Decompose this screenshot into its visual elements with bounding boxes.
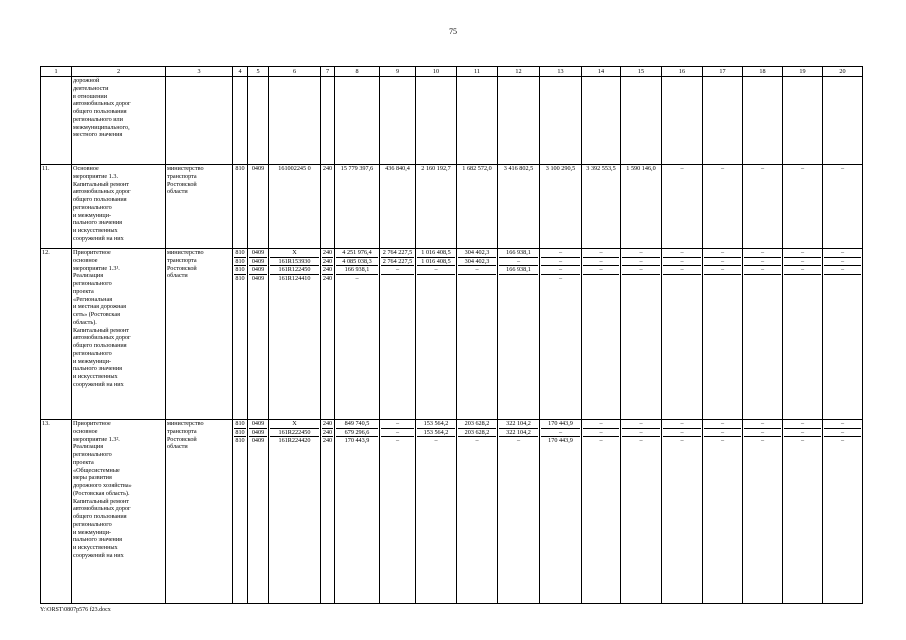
column-number: 10 [416, 67, 457, 77]
budget-table [40, 66, 863, 604]
value: 240 [322, 428, 333, 436]
value: 153 564,2 [417, 429, 455, 438]
value: – [381, 420, 414, 429]
value: – [458, 266, 496, 275]
value: 170 443,9 [548, 437, 573, 444]
value: 810 [235, 428, 245, 436]
value: 1 016 408,5 [417, 258, 455, 267]
value: – [720, 437, 725, 444]
value-cell [621, 420, 662, 604]
value: 240 [322, 274, 333, 282]
value: 0409 [249, 420, 267, 429]
value: – [622, 429, 660, 438]
value [499, 275, 538, 283]
value-cell [621, 77, 662, 165]
value [663, 275, 701, 283]
value: 161R224420 [278, 437, 311, 444]
value: 166 938,1 [336, 266, 378, 275]
value: 203 628,2 [458, 429, 496, 438]
value: 161R122450 [270, 266, 319, 275]
value-cell [457, 165, 498, 249]
value-cell [823, 249, 863, 420]
value: – [704, 429, 741, 438]
value: 849 740,5 [336, 420, 378, 429]
value: 170 443,9 [541, 420, 580, 429]
value: 3 100 290,5 [545, 165, 576, 172]
value-cell [621, 249, 662, 420]
column-number: 16 [662, 67, 703, 77]
value: 436 840,4 [385, 165, 410, 172]
value-cell [335, 420, 380, 604]
value-cell [321, 165, 335, 249]
value: 679 296,6 [336, 429, 378, 438]
value: 3 392 553,5 [586, 165, 616, 172]
value: – [840, 165, 845, 172]
page-number: 75 [449, 27, 457, 36]
value: 0409 [249, 258, 267, 267]
value: 2 764 227,5 [382, 257, 413, 265]
column-number: 19 [783, 67, 823, 77]
column-number: 5 [248, 67, 269, 77]
value-cell [540, 165, 582, 249]
value-cell [335, 77, 380, 165]
value: – [663, 258, 701, 267]
row-number: 11. [41, 165, 72, 249]
value-cell [233, 165, 248, 249]
value: – [784, 429, 821, 438]
value-cell [233, 249, 248, 420]
value: 810 [235, 274, 245, 282]
table-row [41, 77, 863, 165]
column-number: 15 [621, 67, 662, 77]
value: 304 402,3 [458, 258, 496, 267]
value: – [599, 437, 603, 444]
value: – [622, 420, 660, 429]
value: 1 590 146,0 [626, 165, 656, 172]
value: 240 [322, 165, 333, 172]
value: 810 [235, 257, 245, 265]
value: – [784, 249, 821, 258]
value-cell [269, 249, 321, 420]
value: – [475, 437, 479, 444]
value: 0409 [249, 429, 267, 438]
value: 153 564,2 [417, 420, 455, 429]
value: – [583, 420, 619, 429]
value-cell [457, 249, 498, 420]
value-cell [380, 77, 416, 165]
value-cell [582, 420, 621, 604]
value-cell [335, 249, 380, 420]
executor: министерство транспорта Ростовской области [166, 165, 233, 249]
value-cell [743, 77, 783, 165]
value: 4 085 038,3 [336, 258, 378, 267]
value-cell [703, 77, 743, 165]
column-number: 6 [269, 67, 321, 77]
value: – [704, 266, 741, 275]
value: 161R124410 [278, 274, 311, 282]
column-number: 4 [233, 67, 248, 77]
column-number: 8 [335, 67, 380, 77]
value-cell [783, 420, 823, 604]
value: – [541, 266, 580, 275]
value: – [704, 420, 741, 429]
value: – [583, 258, 619, 267]
value-cell [321, 77, 335, 165]
value: 15 779 397,6 [340, 165, 374, 172]
value: – [784, 258, 821, 267]
value [458, 275, 496, 283]
value-cell [335, 165, 380, 249]
value: – [516, 437, 521, 444]
value-cell [498, 249, 540, 420]
value-cell [662, 420, 703, 604]
value: 0409 [251, 165, 265, 172]
value-cell [321, 249, 335, 420]
value: – [680, 437, 684, 444]
value: 161R153930 [270, 258, 319, 267]
value-cell [498, 165, 540, 249]
value: – [639, 437, 643, 444]
value: – [395, 437, 400, 444]
value: 4 251 976,4 [336, 249, 378, 258]
value-cell [321, 420, 335, 604]
value-cell [823, 420, 863, 604]
value: – [744, 429, 781, 438]
value: – [558, 274, 563, 282]
value: 2 764 227,5 [382, 249, 413, 256]
value: 203 628,2 [458, 420, 496, 429]
value: 166 938,1 [499, 249, 538, 258]
value-cell [380, 249, 416, 420]
value: – [663, 249, 701, 258]
value: – [583, 266, 619, 275]
value: 322 104,2 [499, 420, 538, 429]
value: – [622, 258, 660, 267]
value: – [704, 249, 741, 258]
column-number: 14 [582, 67, 621, 77]
column-number: 13 [540, 67, 582, 77]
value: – [760, 437, 765, 444]
value-cell [498, 420, 540, 604]
value-cell [582, 165, 621, 249]
value: 240 [322, 266, 333, 273]
value-cell [269, 77, 321, 165]
column-number: 18 [743, 67, 783, 77]
value: – [824, 266, 861, 275]
value-cell [248, 420, 269, 604]
value-cell [269, 165, 321, 249]
value: – [417, 266, 455, 275]
value: – [355, 274, 359, 282]
value-cell [248, 249, 269, 420]
executor: министерство транспорта Ростовской области [166, 420, 233, 604]
row-number: 13. [41, 420, 72, 604]
value-cell [248, 77, 269, 165]
value-cell [783, 77, 823, 165]
value: – [704, 258, 741, 267]
value-cell [269, 420, 321, 604]
value-cell [743, 420, 783, 604]
value: – [381, 429, 414, 438]
value-cell [380, 165, 416, 249]
column-number: 1 [41, 67, 72, 77]
value-cell [823, 165, 863, 249]
value: 240 [322, 249, 333, 256]
value: – [434, 437, 438, 444]
value: 0409 [251, 274, 265, 282]
value: 0409 [249, 249, 267, 258]
value-cell [703, 165, 743, 249]
value: 810 [235, 437, 245, 444]
value: 3 416 802,5 [503, 165, 534, 172]
value-cell [743, 249, 783, 420]
value: – [824, 258, 861, 267]
value [824, 275, 861, 283]
value: 170 443,9 [344, 437, 370, 444]
value: 2 160 192,7 [421, 165, 451, 172]
activity-name: Приоритетное основное мероприятие 1.3¹. Реализация регионального проекта «Региональная и местная дорожная сеть» (Ростовская область). Капитальный ремонт автомобильных дорог общего пользования регионального и межмуници- пального значения и искусственных сооружений на них [72, 249, 166, 420]
table-row [41, 165, 863, 249]
table-row [41, 249, 863, 420]
column-number: 9 [380, 67, 416, 77]
value: – [622, 266, 660, 275]
value-cell [233, 77, 248, 165]
value: – [381, 266, 414, 275]
value: – [541, 258, 580, 267]
value: 810 [235, 420, 245, 427]
value-cell [621, 165, 662, 249]
column-number-row [41, 67, 863, 77]
activity-name: Основное мероприятие 1.3. Капитальный ремонт автомобильных дорог общего пользования регионального и межмуници- пального значения и искусственных сооружений на них [72, 165, 166, 249]
value: – [541, 429, 580, 438]
value-cell [662, 249, 703, 420]
value: – [800, 165, 805, 172]
value: – [541, 249, 580, 258]
value: 240 [322, 420, 333, 427]
value-cell [582, 77, 621, 165]
value-cell [416, 420, 457, 604]
value: – [663, 429, 701, 438]
value-cell [416, 165, 457, 249]
value: – [680, 165, 684, 172]
value-cell [248, 165, 269, 249]
value: – [583, 249, 619, 258]
value-cell [416, 77, 457, 165]
value: 304 402,3 [458, 249, 496, 258]
column-number: 2 [72, 67, 166, 77]
activity-name: дорожной деятельности в отношении автомобильных дорог общего пользования регионального или межмуниципального, местного значения [72, 77, 166, 165]
value: 810 [235, 249, 245, 256]
value: – [840, 437, 845, 444]
value: 0409 [251, 437, 265, 444]
value-cell [703, 249, 743, 420]
value: – [663, 420, 701, 429]
value: – [663, 266, 701, 275]
column-number: 12 [498, 67, 540, 77]
value [704, 275, 741, 283]
value-cell [743, 165, 783, 249]
value-cell [416, 249, 457, 420]
value: – [744, 420, 781, 429]
column-number: 20 [823, 67, 863, 77]
value: 1 682 572,0 [462, 165, 492, 172]
value: – [744, 266, 781, 275]
value: 1 016 408,5 [417, 249, 455, 258]
activity-name: Приоритетное основное мероприятие 1.3². Реализация регионального проекта «Общесистемные меры развития дорожного хозяйства» (Ростовская область). Капитальный ремонт автомобильных дорог общего пользования регионального и межмуници- пального значения и искусственных сооружений на них [72, 420, 166, 604]
value-cell [783, 165, 823, 249]
value [417, 275, 455, 283]
value: – [622, 249, 660, 258]
footer-path: Y:\ORST\0807p576 f23.docx [40, 607, 111, 613]
value-cell [457, 77, 498, 165]
value: 810 [235, 165, 245, 172]
value: – [760, 165, 765, 172]
value: – [784, 420, 821, 429]
value-cell [457, 420, 498, 604]
value-cell [662, 165, 703, 249]
value-cell [783, 249, 823, 420]
executor [166, 77, 233, 165]
value-cell [233, 420, 248, 604]
value-cell [540, 249, 582, 420]
column-number: 3 [166, 67, 233, 77]
value-cell [703, 420, 743, 604]
value-cell [498, 77, 540, 165]
value: – [744, 249, 781, 258]
table-row [41, 420, 863, 604]
value: Х [270, 249, 319, 258]
value: 240 [322, 257, 333, 265]
value: – [720, 165, 725, 172]
value: 240 [322, 437, 333, 444]
value-cell [823, 77, 863, 165]
value [583, 275, 619, 283]
value: 0409 [249, 266, 267, 275]
value: 322 104,2 [499, 429, 538, 438]
value-cell [380, 420, 416, 604]
value: 161002245 0 [278, 165, 311, 172]
column-number: 11 [457, 67, 498, 77]
value-cell [662, 77, 703, 165]
row-number [41, 77, 72, 165]
value: – [824, 249, 861, 258]
value: – [744, 258, 781, 267]
value-cell [540, 77, 582, 165]
value: 166 938,1 [499, 266, 538, 275]
column-number: 7 [321, 67, 335, 77]
value: – [800, 437, 805, 444]
value-cell [540, 420, 582, 604]
value: – [499, 258, 538, 267]
value: – [583, 429, 619, 438]
row-number: 12. [41, 249, 72, 420]
value-cell [582, 249, 621, 420]
value: Х [270, 420, 319, 429]
value: 810 [235, 266, 245, 273]
column-number: 17 [703, 67, 743, 77]
value [744, 275, 781, 283]
value [784, 275, 821, 283]
value: – [824, 420, 861, 429]
value [622, 275, 660, 283]
value [381, 275, 414, 283]
value: 161R222450 [270, 429, 319, 438]
value: – [824, 429, 861, 438]
value: – [784, 266, 821, 275]
executor: министерство транспорта Ростовской области [166, 249, 233, 420]
